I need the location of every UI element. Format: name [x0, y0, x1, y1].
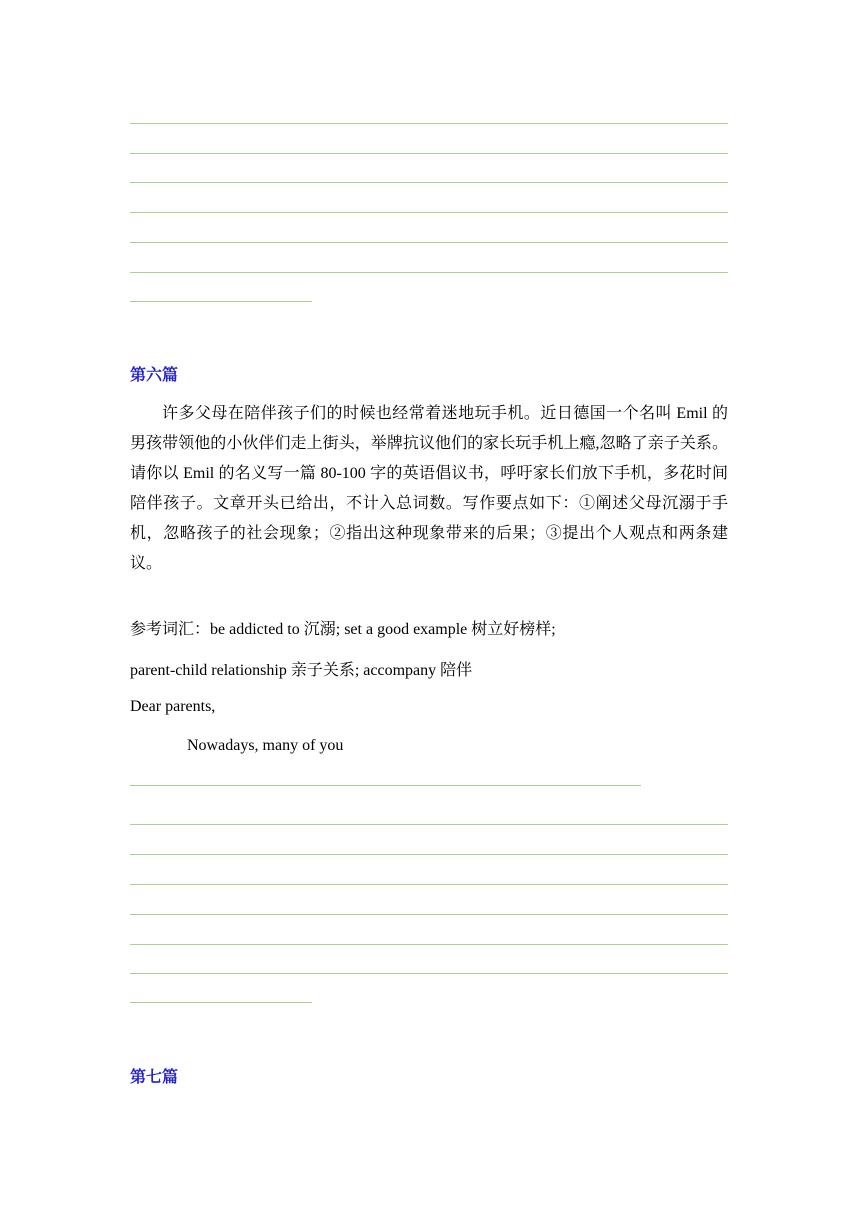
answer-line — [130, 182, 728, 183]
writing-prompt: 许多父母在陪伴孩子们的时候也经常着迷地玩手机。近日德国一个名叫 Emil 的男孩带领他的小伙伴们走上街头，举牌抗议他们的家长玩手机上瘾,忽略了亲子关系。请你以 Emil 的名义写一篇 80-100 字的英语倡议书，呼吁家长们放下手机，多花时间陪伴孩子。文章开头已给出，不计入总词数。写作要点如下：①阐述父母沉溺于手机，忽略孩子的社会现象；②指出这种现象带来的后果；③提出个人观点和两条建议。 — [130, 405, 728, 572]
answer-line — [130, 973, 728, 974]
answer-line — [130, 914, 728, 915]
answer-line — [130, 123, 728, 124]
answer-line-short — [130, 301, 312, 302]
answer-line — [130, 242, 728, 243]
answer-line — [130, 212, 728, 213]
section-heading-7: 第七篇 — [130, 1069, 179, 1086]
answer-line — [130, 884, 728, 885]
salutation: Dear parents, — [130, 698, 216, 715]
vocab-line-2: parent-child relationship 亲子关系; accompany 陪伴 — [130, 662, 473, 679]
section-heading-6: 第六篇 — [130, 367, 179, 384]
letter-opening: Nowadays, many of you — [187, 737, 344, 754]
answer-line — [130, 153, 728, 154]
answer-line-opening — [130, 785, 641, 786]
answer-line-short — [130, 1002, 312, 1003]
answer-line — [130, 854, 728, 855]
answer-line — [130, 272, 728, 273]
answer-line — [130, 824, 728, 825]
answer-line — [130, 944, 728, 945]
vocab-line-1: 参考词汇：be addicted to 沉溺; set a good example 树立好榜样; — [130, 621, 556, 638]
